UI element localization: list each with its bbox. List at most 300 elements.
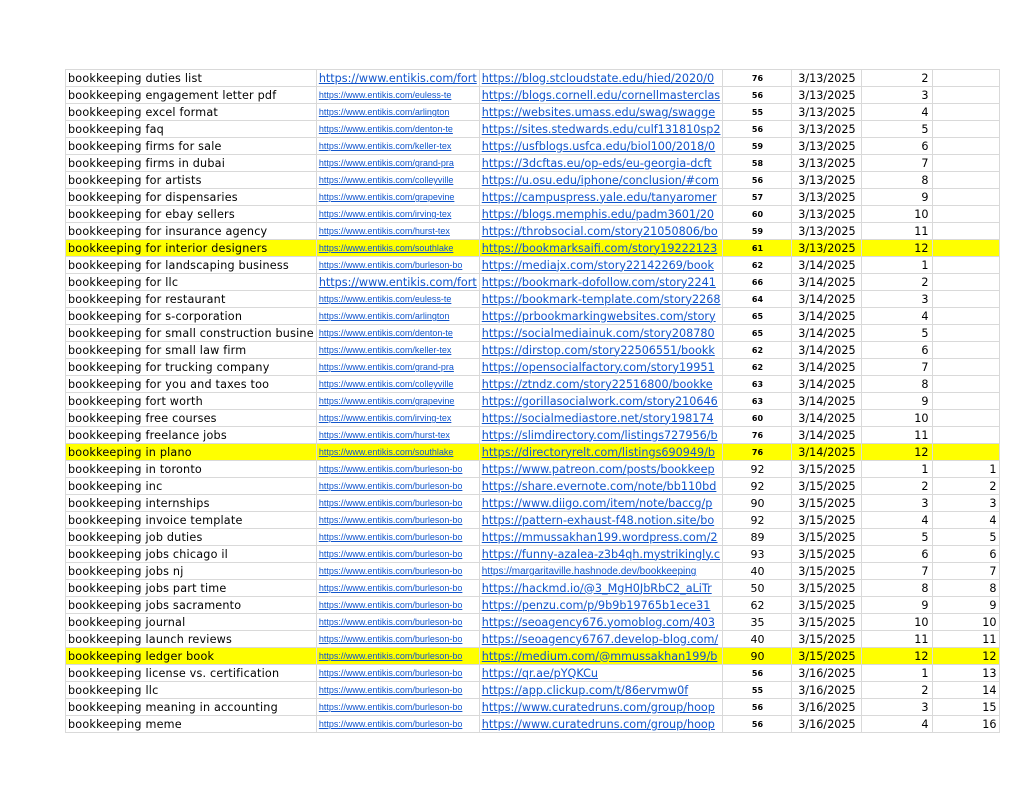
- date-cell[interactable]: [792, 342, 862, 359]
- score-cell[interactable]: [723, 665, 792, 682]
- date-cell[interactable]: [792, 631, 862, 648]
- target-url-link[interactable]: https://www.entikis.com/irving-tex: [318, 413, 452, 423]
- target-url-link[interactable]: https://www.entikis.com/denton-te: [318, 328, 453, 338]
- total-count-cell[interactable]: [933, 648, 1000, 665]
- keyword-cell[interactable]: [66, 699, 317, 716]
- backlink-url-link[interactable]: https://blogs.memphis.edu/padm3601/20: [481, 207, 715, 221]
- target-url-cell[interactable]: [316, 682, 479, 699]
- target-url-link[interactable]: https://www.entikis.com/fort: [318, 275, 477, 289]
- target-url-link[interactable]: https://www.entikis.com/southlake: [318, 243, 454, 253]
- target-url-link[interactable]: https://www.entikis.com/burleson-bo: [318, 668, 463, 678]
- date-cell[interactable]: [792, 359, 862, 376]
- keyword-cell[interactable]: [66, 325, 317, 342]
- date-cell[interactable]: [792, 699, 862, 716]
- target-url-cell[interactable]: [316, 274, 479, 291]
- daily-count-cell[interactable]: [862, 665, 933, 682]
- score-cell[interactable]: [723, 461, 792, 478]
- target-url-cell[interactable]: [316, 512, 479, 529]
- backlink-url-link[interactable]: https://www.curatedruns.com/group/hoop: [481, 717, 715, 731]
- target-url-cell[interactable]: [316, 580, 479, 597]
- date-cell[interactable]: [792, 495, 862, 512]
- total-count-cell[interactable]: [933, 155, 1000, 172]
- keyword-cell[interactable]: [66, 70, 317, 87]
- daily-count-cell[interactable]: [862, 359, 933, 376]
- keyword-cell[interactable]: [66, 189, 317, 206]
- backlink-url-cell[interactable]: [479, 682, 723, 699]
- score-cell[interactable]: [723, 104, 792, 121]
- date-cell[interactable]: [792, 648, 862, 665]
- backlink-url-cell[interactable]: [479, 648, 723, 665]
- daily-count-cell[interactable]: [862, 376, 933, 393]
- daily-count-cell[interactable]: [862, 427, 933, 444]
- daily-count-cell[interactable]: [862, 682, 933, 699]
- target-url-cell[interactable]: [316, 393, 479, 410]
- total-count-cell[interactable]: [933, 427, 1000, 444]
- target-url-cell[interactable]: [316, 240, 479, 257]
- keyword-cell[interactable]: [66, 121, 317, 138]
- backlink-url-link[interactable]: https://bookmark-template.com/story2268: [481, 292, 721, 306]
- keyword-cell[interactable]: [66, 597, 317, 614]
- total-count-cell[interactable]: [933, 223, 1000, 240]
- score-cell[interactable]: [723, 682, 792, 699]
- score-cell[interactable]: [723, 614, 792, 631]
- daily-count-cell[interactable]: [862, 512, 933, 529]
- date-cell[interactable]: [792, 206, 862, 223]
- backlink-url-cell[interactable]: [479, 563, 723, 580]
- target-url-link[interactable]: https://www.entikis.com/colleyville: [318, 175, 454, 185]
- date-cell[interactable]: [792, 410, 862, 427]
- target-url-link[interactable]: https://www.entikis.com/burleson-bo: [318, 532, 463, 542]
- target-url-link[interactable]: https://www.entikis.com/grapevine: [318, 396, 455, 406]
- score-cell[interactable]: [723, 240, 792, 257]
- backlink-url-link[interactable]: https://slimdirectory.com/listings727956/b: [481, 428, 718, 442]
- daily-count-cell[interactable]: [862, 597, 933, 614]
- total-count-cell[interactable]: [933, 359, 1000, 376]
- backlink-url-link[interactable]: https://prbookmarkingwebsites.com/story: [481, 309, 716, 323]
- backlink-url-link[interactable]: https://www.diigo.com/item/note/baccg/p: [481, 496, 713, 510]
- total-count-cell[interactable]: [933, 512, 1000, 529]
- target-url-cell[interactable]: [316, 699, 479, 716]
- date-cell[interactable]: [792, 597, 862, 614]
- backlink-url-link[interactable]: https://dirstop.com/story22506551/bookk: [481, 343, 715, 357]
- backlink-url-link[interactable]: https://gorillasocialwork.com/story210646: [481, 394, 718, 408]
- keyword-cell[interactable]: [66, 665, 317, 682]
- score-cell[interactable]: [723, 291, 792, 308]
- total-count-cell[interactable]: [933, 597, 1000, 614]
- target-url-link[interactable]: https://www.entikis.com/burleson-bo: [318, 719, 463, 729]
- date-cell[interactable]: [792, 155, 862, 172]
- daily-count-cell[interactable]: [862, 325, 933, 342]
- backlink-url-link[interactable]: https://blogs.cornell.edu/cornellmasterclas: [481, 88, 721, 102]
- date-cell[interactable]: [792, 444, 862, 461]
- target-url-cell[interactable]: [316, 359, 479, 376]
- target-url-link[interactable]: https://www.entikis.com/keller-tex: [318, 141, 452, 151]
- backlink-url-cell[interactable]: [479, 699, 723, 716]
- date-cell[interactable]: [792, 223, 862, 240]
- score-cell[interactable]: [723, 206, 792, 223]
- date-cell[interactable]: [792, 580, 862, 597]
- keyword-cell[interactable]: [66, 461, 317, 478]
- date-cell[interactable]: [792, 274, 862, 291]
- total-count-cell[interactable]: [933, 257, 1000, 274]
- backlink-url-cell[interactable]: [479, 189, 723, 206]
- target-url-link[interactable]: https://www.entikis.com/euless-te: [318, 294, 452, 304]
- daily-count-cell[interactable]: [862, 70, 933, 87]
- keyword-cell[interactable]: [66, 104, 317, 121]
- keyword-cell[interactable]: [66, 240, 317, 257]
- backlink-url-link[interactable]: https://bookmark-dofollow.com/story2241: [481, 275, 716, 289]
- date-cell[interactable]: [792, 121, 862, 138]
- backlink-url-link[interactable]: https://seoagency6767.develop-blog.com/: [481, 632, 719, 646]
- daily-count-cell[interactable]: [862, 631, 933, 648]
- total-count-cell[interactable]: [933, 70, 1000, 87]
- date-cell[interactable]: [792, 529, 862, 546]
- target-url-link[interactable]: https://www.entikis.com/arlington: [318, 107, 450, 117]
- keyword-cell[interactable]: [66, 410, 317, 427]
- total-count-cell[interactable]: [933, 393, 1000, 410]
- daily-count-cell[interactable]: [862, 138, 933, 155]
- daily-count-cell[interactable]: [862, 410, 933, 427]
- total-count-cell[interactable]: [933, 325, 1000, 342]
- backlink-url-cell[interactable]: [479, 410, 723, 427]
- backlink-url-link[interactable]: https://blog.stcloudstate.edu/hied/2020/0: [481, 71, 715, 85]
- backlink-url-cell[interactable]: [479, 495, 723, 512]
- target-url-cell[interactable]: [316, 155, 479, 172]
- score-cell[interactable]: [723, 121, 792, 138]
- date-cell[interactable]: [792, 172, 862, 189]
- total-count-cell[interactable]: [933, 291, 1000, 308]
- backlink-url-cell[interactable]: [479, 87, 723, 104]
- score-cell[interactable]: [723, 427, 792, 444]
- target-url-cell[interactable]: [316, 87, 479, 104]
- date-cell[interactable]: [792, 376, 862, 393]
- target-url-cell[interactable]: [316, 138, 479, 155]
- backlink-url-link[interactable]: https://funny-azalea-z3b4qh.mystrikingly.c: [481, 547, 721, 561]
- score-cell[interactable]: [723, 274, 792, 291]
- backlink-url-cell[interactable]: [479, 631, 723, 648]
- score-cell[interactable]: [723, 716, 792, 733]
- target-url-cell[interactable]: [316, 325, 479, 342]
- score-cell[interactable]: [723, 223, 792, 240]
- target-url-cell[interactable]: [316, 189, 479, 206]
- backlink-url-cell[interactable]: [479, 444, 723, 461]
- daily-count-cell[interactable]: [862, 461, 933, 478]
- backlink-url-cell[interactable]: [479, 138, 723, 155]
- daily-count-cell[interactable]: [862, 495, 933, 512]
- total-count-cell[interactable]: [933, 121, 1000, 138]
- date-cell[interactable]: [792, 240, 862, 257]
- target-url-cell[interactable]: [316, 648, 479, 665]
- target-url-cell[interactable]: [316, 104, 479, 121]
- backlink-url-cell[interactable]: [479, 376, 723, 393]
- backlink-url-link[interactable]: https://websites.umass.edu/swag/swagge: [481, 105, 716, 119]
- backlink-url-cell[interactable]: [479, 206, 723, 223]
- daily-count-cell[interactable]: [862, 614, 933, 631]
- daily-count-cell[interactable]: [862, 240, 933, 257]
- total-count-cell[interactable]: [933, 376, 1000, 393]
- keyword-cell[interactable]: [66, 631, 317, 648]
- target-url-link[interactable]: https://www.entikis.com/colleyville: [318, 379, 454, 389]
- daily-count-cell[interactable]: [862, 478, 933, 495]
- keyword-cell[interactable]: [66, 359, 317, 376]
- backlink-url-link[interactable]: https://campuspress.yale.edu/tanyaromer: [481, 190, 717, 204]
- daily-count-cell[interactable]: [862, 274, 933, 291]
- total-count-cell[interactable]: [933, 138, 1000, 155]
- date-cell[interactable]: [792, 257, 862, 274]
- date-cell[interactable]: [792, 682, 862, 699]
- date-cell[interactable]: [792, 87, 862, 104]
- target-url-cell[interactable]: [316, 291, 479, 308]
- target-url-cell[interactable]: [316, 427, 479, 444]
- target-url-link[interactable]: https://www.entikis.com/burleson-bo: [318, 566, 463, 576]
- daily-count-cell[interactable]: [862, 393, 933, 410]
- target-url-cell[interactable]: [316, 444, 479, 461]
- score-cell[interactable]: [723, 342, 792, 359]
- target-url-cell[interactable]: [316, 597, 479, 614]
- total-count-cell[interactable]: [933, 189, 1000, 206]
- target-url-cell[interactable]: [316, 121, 479, 138]
- target-url-cell[interactable]: [316, 478, 479, 495]
- backlink-url-cell[interactable]: [479, 478, 723, 495]
- target-url-link[interactable]: https://www.entikis.com/burleson-bo: [318, 651, 463, 661]
- backlink-url-cell[interactable]: [479, 529, 723, 546]
- backlink-url-cell[interactable]: [479, 172, 723, 189]
- backlink-url-cell[interactable]: [479, 70, 723, 87]
- backlink-url-link[interactable]: https://app.clickup.com/t/86ervmw0f: [481, 683, 689, 697]
- target-url-link[interactable]: https://www.entikis.com/grapevine: [318, 192, 455, 202]
- target-url-link[interactable]: https://www.entikis.com/irving-tex: [318, 209, 452, 219]
- total-count-cell[interactable]: [933, 87, 1000, 104]
- target-url-link[interactable]: https://www.entikis.com/burleson-bo: [318, 600, 463, 610]
- target-url-link[interactable]: https://www.entikis.com/burleson-bo: [318, 583, 463, 593]
- target-url-cell[interactable]: [316, 665, 479, 682]
- target-url-link[interactable]: https://www.entikis.com/burleson-bo: [318, 549, 463, 559]
- date-cell[interactable]: [792, 716, 862, 733]
- daily-count-cell[interactable]: [862, 580, 933, 597]
- backlink-url-link[interactable]: https://penzu.com/p/9b9b19765b1ece31: [481, 598, 711, 612]
- score-cell[interactable]: [723, 597, 792, 614]
- backlink-url-cell[interactable]: [479, 342, 723, 359]
- keyword-cell[interactable]: [66, 614, 317, 631]
- score-cell[interactable]: [723, 529, 792, 546]
- score-cell[interactable]: [723, 70, 792, 87]
- backlink-url-cell[interactable]: [479, 274, 723, 291]
- keyword-cell[interactable]: [66, 274, 317, 291]
- total-count-cell[interactable]: [933, 240, 1000, 257]
- keyword-cell[interactable]: [66, 393, 317, 410]
- total-count-cell[interactable]: [933, 410, 1000, 427]
- total-count-cell[interactable]: [933, 580, 1000, 597]
- date-cell[interactable]: [792, 104, 862, 121]
- keyword-cell[interactable]: [66, 478, 317, 495]
- keyword-cell[interactable]: [66, 563, 317, 580]
- keyword-cell[interactable]: [66, 223, 317, 240]
- target-url-link[interactable]: https://www.entikis.com/burleson-bo: [318, 464, 463, 474]
- target-url-link[interactable]: https://www.entikis.com/burleson-bo: [318, 481, 463, 491]
- backlink-url-link[interactable]: https://mmussakhan199.wordpress.com/2: [481, 530, 718, 544]
- backlink-url-link[interactable]: https://medium.com/@mmussakhan199/b: [481, 649, 718, 663]
- keyword-cell[interactable]: [66, 308, 317, 325]
- backlink-url-link[interactable]: https://bookmarksaifi.com/story19222123: [481, 241, 718, 255]
- backlink-url-cell[interactable]: [479, 716, 723, 733]
- keyword-cell[interactable]: [66, 138, 317, 155]
- date-cell[interactable]: [792, 461, 862, 478]
- target-url-link[interactable]: https://www.entikis.com/euless-te: [318, 90, 452, 100]
- backlink-url-cell[interactable]: [479, 155, 723, 172]
- score-cell[interactable]: [723, 512, 792, 529]
- score-cell[interactable]: [723, 325, 792, 342]
- backlink-url-link[interactable]: https://usfblogs.usfca.edu/biol100/2018/0: [481, 139, 716, 153]
- target-url-cell[interactable]: [316, 376, 479, 393]
- backlink-url-link[interactable]: https://throbsocial.com/story21050806/bo: [481, 224, 718, 238]
- backlink-url-link[interactable]: https://share.evernote.com/note/bb110bd: [481, 479, 717, 493]
- target-url-cell[interactable]: [316, 342, 479, 359]
- date-cell[interactable]: [792, 478, 862, 495]
- total-count-cell[interactable]: [933, 716, 1000, 733]
- daily-count-cell[interactable]: [862, 104, 933, 121]
- score-cell[interactable]: [723, 359, 792, 376]
- date-cell[interactable]: [792, 546, 862, 563]
- target-url-cell[interactable]: [316, 257, 479, 274]
- backlink-url-link[interactable]: https://qr.ae/pYQKCu: [481, 666, 598, 680]
- keyword-cell[interactable]: [66, 155, 317, 172]
- backlink-url-link[interactable]: https://ztndz.com/story22516800/bookke: [481, 377, 713, 391]
- daily-count-cell[interactable]: [862, 648, 933, 665]
- target-url-link[interactable]: https://www.entikis.com/burleson-bo: [318, 515, 463, 525]
- score-cell[interactable]: [723, 631, 792, 648]
- score-cell[interactable]: [723, 308, 792, 325]
- backlink-url-cell[interactable]: [479, 223, 723, 240]
- target-url-link[interactable]: https://www.entikis.com/hurst-tex: [318, 226, 450, 236]
- daily-count-cell[interactable]: [862, 121, 933, 138]
- daily-count-cell[interactable]: [862, 529, 933, 546]
- daily-count-cell[interactable]: [862, 257, 933, 274]
- score-cell[interactable]: [723, 87, 792, 104]
- target-url-cell[interactable]: [316, 631, 479, 648]
- date-cell[interactable]: [792, 325, 862, 342]
- keyword-cell[interactable]: [66, 291, 317, 308]
- backlink-url-cell[interactable]: [479, 427, 723, 444]
- backlink-url-link[interactable]: https://3dcftas.eu/op-eds/eu-georgia-dcft: [481, 156, 712, 170]
- target-url-cell[interactable]: [316, 410, 479, 427]
- daily-count-cell[interactable]: [862, 699, 933, 716]
- target-url-link[interactable]: https://www.entikis.com/denton-te: [318, 124, 453, 134]
- daily-count-cell[interactable]: [862, 716, 933, 733]
- backlink-url-link[interactable]: https://directoryrelt.com/listings690949/b: [481, 445, 716, 459]
- score-cell[interactable]: [723, 546, 792, 563]
- target-url-link[interactable]: https://www.entikis.com/southlake: [318, 447, 454, 457]
- total-count-cell[interactable]: [933, 563, 1000, 580]
- date-cell[interactable]: [792, 189, 862, 206]
- target-url-link[interactable]: https://www.entikis.com/keller-tex: [318, 345, 452, 355]
- target-url-cell[interactable]: [316, 546, 479, 563]
- target-url-cell[interactable]: [316, 461, 479, 478]
- daily-count-cell[interactable]: [862, 172, 933, 189]
- daily-count-cell[interactable]: [862, 444, 933, 461]
- total-count-cell[interactable]: [933, 206, 1000, 223]
- keyword-cell[interactable]: [66, 257, 317, 274]
- score-cell[interactable]: [723, 563, 792, 580]
- target-url-cell[interactable]: [316, 614, 479, 631]
- backlink-url-link[interactable]: https://hackmd.io/@3_MgH0JbRbC2_aLiTr: [481, 581, 712, 595]
- target-url-link[interactable]: https://www.entikis.com/burleson-bo: [318, 634, 463, 644]
- score-cell[interactable]: [723, 257, 792, 274]
- target-url-link[interactable]: https://www.entikis.com/hurst-tex: [318, 430, 450, 440]
- date-cell[interactable]: [792, 614, 862, 631]
- target-url-link[interactable]: https://www.entikis.com/grand-pra: [318, 158, 454, 168]
- total-count-cell[interactable]: [933, 308, 1000, 325]
- backlink-url-link[interactable]: https://u.osu.edu/iphone/conclusion/#com: [481, 173, 719, 187]
- score-cell[interactable]: [723, 138, 792, 155]
- total-count-cell[interactable]: [933, 682, 1000, 699]
- target-url-link[interactable]: https://www.entikis.com/arlington: [318, 311, 450, 321]
- daily-count-cell[interactable]: [862, 563, 933, 580]
- daily-count-cell[interactable]: [862, 206, 933, 223]
- backlink-url-cell[interactable]: [479, 461, 723, 478]
- keyword-cell[interactable]: [66, 512, 317, 529]
- backlink-url-link[interactable]: https://mediajx.com/story22142269/book: [481, 258, 714, 272]
- keyword-cell[interactable]: [66, 376, 317, 393]
- backlink-url-cell[interactable]: [479, 580, 723, 597]
- backlink-url-cell[interactable]: [479, 393, 723, 410]
- total-count-cell[interactable]: [933, 104, 1000, 121]
- backlink-url-cell[interactable]: [479, 325, 723, 342]
- backlink-url-cell[interactable]: [479, 512, 723, 529]
- date-cell[interactable]: [792, 563, 862, 580]
- backlink-url-cell[interactable]: [479, 359, 723, 376]
- total-count-cell[interactable]: [933, 342, 1000, 359]
- backlink-url-cell[interactable]: [479, 614, 723, 631]
- target-url-cell[interactable]: [316, 563, 479, 580]
- keyword-cell[interactable]: [66, 648, 317, 665]
- target-url-link[interactable]: https://www.entikis.com/burleson-bo: [318, 702, 463, 712]
- backlink-url-cell[interactable]: [479, 240, 723, 257]
- target-url-cell[interactable]: [316, 529, 479, 546]
- score-cell[interactable]: [723, 478, 792, 495]
- backlink-url-cell[interactable]: [479, 257, 723, 274]
- backlink-url-link[interactable]: https://pattern-exhaust-f48.notion.site/bo: [481, 513, 715, 527]
- daily-count-cell[interactable]: [862, 291, 933, 308]
- backlink-url-cell[interactable]: [479, 121, 723, 138]
- target-url-link[interactable]: https://www.entikis.com/burleson-bo: [318, 617, 463, 627]
- score-cell[interactable]: [723, 648, 792, 665]
- keyword-cell[interactable]: [66, 529, 317, 546]
- keyword-cell[interactable]: [66, 172, 317, 189]
- target-url-cell[interactable]: [316, 495, 479, 512]
- date-cell[interactable]: [792, 70, 862, 87]
- target-url-cell[interactable]: [316, 70, 479, 87]
- total-count-cell[interactable]: [933, 614, 1000, 631]
- keyword-cell[interactable]: [66, 580, 317, 597]
- total-count-cell[interactable]: [933, 665, 1000, 682]
- keyword-cell[interactable]: [66, 206, 317, 223]
- score-cell[interactable]: [723, 699, 792, 716]
- daily-count-cell[interactable]: [862, 342, 933, 359]
- backlink-url-cell[interactable]: [479, 291, 723, 308]
- backlink-url-cell[interactable]: [479, 546, 723, 563]
- daily-count-cell[interactable]: [862, 155, 933, 172]
- total-count-cell[interactable]: [933, 529, 1000, 546]
- backlink-url-link[interactable]: https://socialmediastore.net/story198174: [481, 411, 714, 425]
- date-cell[interactable]: [792, 308, 862, 325]
- daily-count-cell[interactable]: [862, 308, 933, 325]
- daily-count-cell[interactable]: [862, 189, 933, 206]
- total-count-cell[interactable]: [933, 495, 1000, 512]
- date-cell[interactable]: [792, 665, 862, 682]
- target-url-link[interactable]: https://www.entikis.com/burleson-bo: [318, 260, 463, 270]
- backlink-url-link[interactable]: https://www.patreon.com/posts/bookkeep: [481, 462, 715, 476]
- keyword-cell[interactable]: [66, 427, 317, 444]
